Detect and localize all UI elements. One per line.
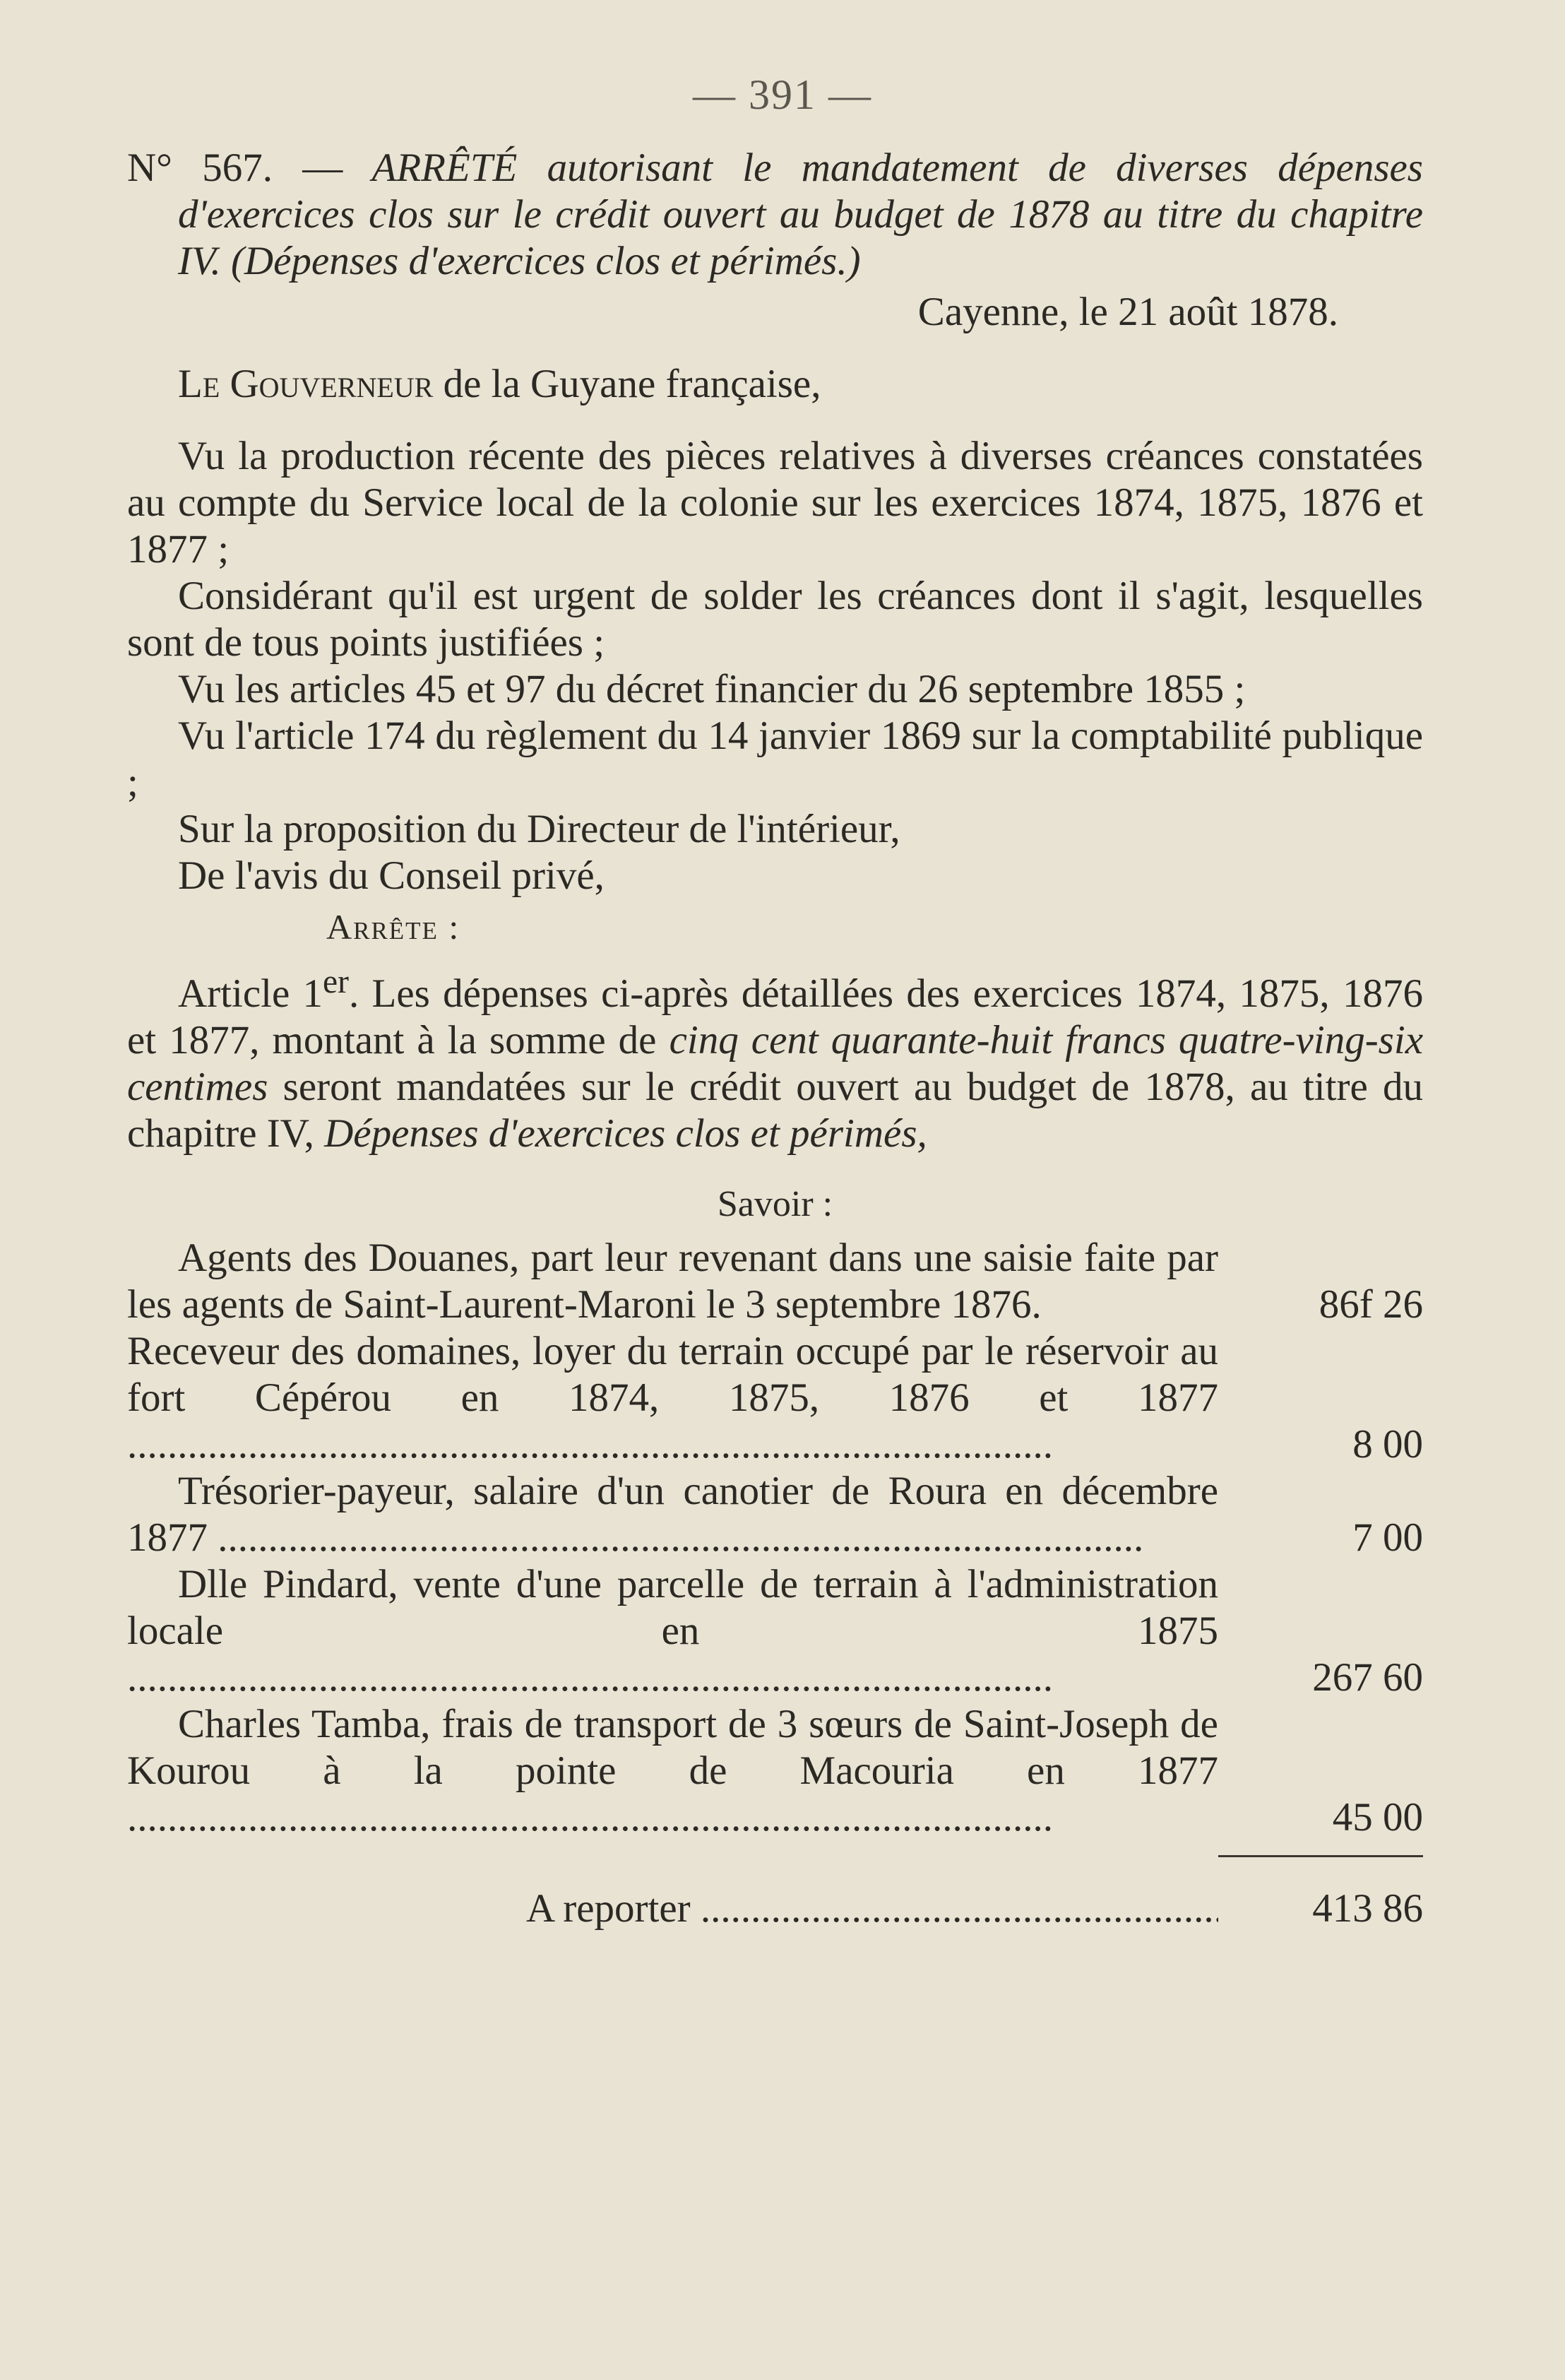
document-body	[127, 145, 1423, 1932]
authority-rest: de la Guyane française,	[433, 362, 821, 406]
article-label: Article 1	[178, 971, 323, 1016]
dateline: Cayenne, le 21 août 1878.	[917, 290, 1338, 334]
entry-amount: 86f 26	[1319, 1282, 1423, 1327]
entry-text-content: Receveur des domaines, loyer du terrain occupé par le réservoir au fort Cépérou en 1874, 1875, 1876 et 1877 .....	[127, 1328, 1218, 1468]
entry-text	[127, 1468, 1218, 1561]
entry-amount: 45 00	[1332, 1795, 1423, 1840]
expense-entry	[127, 1468, 1423, 1561]
entry-text-content: Trésorier-payeur, salaire d'un canotier de Roura en décembre 1877 .....	[127, 1469, 1218, 1560]
arrete-heading: Arrête :	[326, 907, 460, 947]
authority-head: Le Gouverneur	[178, 362, 434, 406]
consideration-paragraph: Considérant qu'il est urgent de solder les créances dont il s'agit, lesquelles sont de tous points justifiées ;	[127, 574, 1423, 665]
carry-forward-amount: 413 86	[1312, 1886, 1423, 1931]
decree-title	[127, 145, 1423, 285]
entry-text-content: Dlle Pindard, vente d'une parcelle de terrain à l'administration locale en 1875 .....	[127, 1562, 1218, 1700]
expense-entry	[127, 1701, 1423, 1841]
page-number: — 391 —	[693, 71, 872, 118]
carry-forward-label	[127, 1885, 1218, 1932]
consideration-paragraph: De l'avis du Conseil privé,	[178, 853, 605, 898]
carry-forward-row	[127, 1885, 1423, 1932]
carry-forward-label-text: A reporter .....	[526, 1886, 1218, 1931]
article-chapter: Dépenses d'exercices clos et périmés,	[324, 1111, 927, 1156]
article-1	[127, 959, 1423, 1157]
consideration-paragraph: Vu les articles 45 et 97 du décret financier du 26 septembre 1855 ;	[178, 667, 1246, 711]
article-text: . Les dépenses ci-après détaillées des exercices 1874, 1875, 1876 et 1877, montant à la somme de	[127, 971, 1423, 1062]
article-sum: cinq cent quarante-huit francs quatre-ving-six centimes	[127, 1018, 1423, 1109]
entry-amount: 8 00	[1352, 1422, 1423, 1467]
authority-line	[127, 361, 1423, 408]
article-text-2: seront mandatées sur le crédit ouvert au budget de 1878, au titre du chapitre IV,	[127, 1065, 1423, 1156]
savoir-heading: Savoir :	[717, 1184, 833, 1224]
entry-amount: 267 60	[1312, 1655, 1423, 1700]
entry-text	[127, 1328, 1218, 1468]
expense-entry	[127, 1561, 1423, 1701]
total-rule	[1218, 1855, 1423, 1857]
entry-text: Agents des Douanes, part leur revenant dans une saisie faite par les agents de Saint-Laurent-Maroni le 3 septembre 1876.	[127, 1236, 1218, 1327]
entry-amount: 7 00	[1352, 1515, 1423, 1560]
expense-entry	[127, 1328, 1423, 1468]
consideration-paragraph: Sur la proposition du Directeur de l'intérieur,	[178, 807, 900, 851]
entry-text	[127, 1561, 1218, 1701]
consideration-paragraph: Vu la production récente des pièces relatives à diverses créances constatées au compte du Service local de la colonie sur les exercices 1874, 1875, 1876 et 1877 ;	[127, 434, 1423, 572]
decree-number: N° 567. —	[127, 146, 343, 190]
entry-text-content: Charles Tamba, frais de transport de 3 sœurs de Saint-Joseph de Kourou à la pointe de Macouria en 1877 .....	[127, 1702, 1218, 1840]
expense-entry	[127, 1235, 1423, 1328]
decree-title-text: ARRÊTÉ autorisant le mandatement de diverses dépenses d'exercices clos sur le crédit ouvert au budget de 1878 au titre du chapitre IV. (Dépenses d'exercices clos et périmés.)	[178, 146, 1423, 283]
article-sup: er	[323, 964, 349, 1000]
consideration-paragraph: Vu l'article 174 du règlement du 14 janvier 1869 sur la comptabilité publique ;	[127, 714, 1423, 805]
entry-text	[127, 1701, 1218, 1841]
